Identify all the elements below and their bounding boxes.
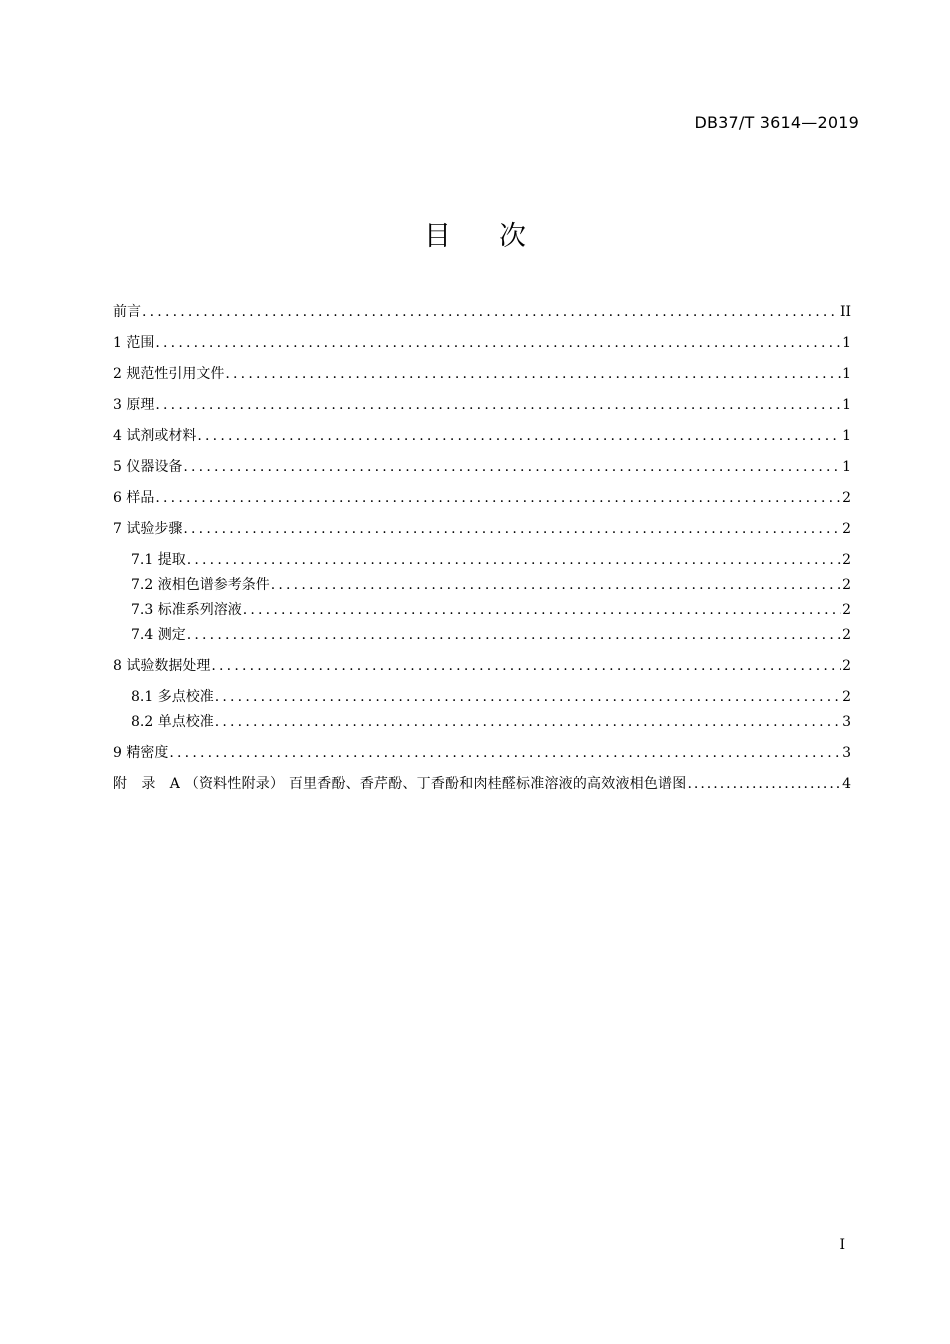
toc-entry-number: 1 xyxy=(113,335,122,351)
toc-entry-label: 试剂或材料 xyxy=(126,428,197,444)
toc-entry-2[interactable] xyxy=(113,364,851,384)
toc-entry-page: 4 xyxy=(842,776,851,792)
toc-entry-label: 原理 xyxy=(126,397,155,413)
toc-entry-7-4[interactable] xyxy=(113,625,851,645)
page-number: I xyxy=(839,1237,845,1253)
toc-entry-label: 规范性引用文件 xyxy=(126,366,225,382)
toc-leader-dots xyxy=(155,488,841,508)
toc-entry-5[interactable] xyxy=(113,457,851,477)
toc-entry-number: 7.4 xyxy=(131,627,154,643)
toc-entry-page: 3 xyxy=(842,714,851,730)
toc-leader-dots xyxy=(197,426,841,446)
toc-leader-dots xyxy=(183,519,841,539)
toc-entry-number: 9 xyxy=(113,745,122,761)
toc-leader-dots xyxy=(169,743,841,763)
toc-entry-page: 1 xyxy=(842,397,851,413)
toc-entry-page: 2 xyxy=(842,490,851,506)
toc-leader-dots xyxy=(225,364,841,384)
toc-entry-number: 8 xyxy=(113,658,122,674)
toc-entry-number: 7.1 xyxy=(131,552,154,568)
toc-leader-dots xyxy=(155,395,841,415)
toc-entry-number: 5 xyxy=(113,459,122,475)
appendix-type: （资料性附录） xyxy=(184,776,285,792)
toc-entry-number: 8.1 xyxy=(131,689,154,705)
toc-entry-preface[interactable] xyxy=(113,302,851,322)
toc-entry-label: 试验数据处理 xyxy=(126,658,211,674)
toc-leader-dots xyxy=(215,687,841,707)
toc-entry-label: 范围 xyxy=(126,335,155,351)
toc-entry-3[interactable] xyxy=(113,395,851,415)
toc-entry-9[interactable] xyxy=(113,743,851,763)
toc-entry-4[interactable] xyxy=(113,426,851,446)
toc-leader-dots xyxy=(243,600,841,620)
toc-entry-label: 精密度 xyxy=(126,745,169,761)
toc-entry-label: 试验步骤 xyxy=(126,521,183,537)
toc-entry-page: 2 xyxy=(842,658,851,674)
toc-entry-page: II xyxy=(839,304,851,320)
toc-entry-number: 7.2 xyxy=(131,577,154,593)
toc-entry-page: 1 xyxy=(842,459,851,475)
toc-entry-page: 2 xyxy=(842,552,851,568)
toc-leader-dots xyxy=(187,550,841,570)
toc-entry-page: 2 xyxy=(842,521,851,537)
toc-entry-label: 提取 xyxy=(157,552,186,568)
toc-leader-dots xyxy=(155,333,841,353)
toc-entry-label: 前言 xyxy=(113,304,141,320)
toc-entry-label: 标准系列溶液 xyxy=(157,602,242,618)
toc-leader-dots xyxy=(183,457,841,477)
toc-entry-number: 7 xyxy=(113,521,122,537)
toc-leader-dots xyxy=(142,302,839,322)
toc-entry-7-2[interactable] xyxy=(113,575,851,595)
toc-title-char-1: 目 xyxy=(424,221,451,252)
toc-entry-page: 1 xyxy=(842,428,851,444)
document-code: DB37/T 3614—2019 xyxy=(694,113,859,132)
toc-entry-page: 2 xyxy=(842,602,851,618)
toc-entry-page: 2 xyxy=(842,689,851,705)
toc-entry-page: 3 xyxy=(842,745,851,761)
toc-entry-number: 2 xyxy=(113,366,122,382)
toc-entry-1[interactable] xyxy=(113,333,851,353)
toc-entry-number: 6 xyxy=(113,490,122,506)
toc-title-char-2: 次 xyxy=(499,221,526,252)
toc-leader-dots xyxy=(187,625,841,645)
toc-entry-page: 1 xyxy=(842,366,851,382)
toc-entry-label: 仪器设备 xyxy=(126,459,183,475)
toc-leader-dots xyxy=(215,712,841,732)
toc-entry-label: 测定 xyxy=(157,627,186,643)
table-of-contents xyxy=(113,302,851,805)
toc-entry-8-2[interactable] xyxy=(113,712,851,732)
toc-entry-number: 3 xyxy=(113,397,122,413)
toc-entry-8[interactable] xyxy=(113,656,851,676)
toc-entry-label: 液相色谱参考条件 xyxy=(157,577,270,593)
toc-leader-dots xyxy=(687,774,841,794)
toc-entry-7-3[interactable] xyxy=(113,600,851,620)
toc-entry-number: 7.3 xyxy=(131,602,154,618)
toc-entry-page: 2 xyxy=(842,577,851,593)
toc-entry-label: 样品 xyxy=(126,490,155,506)
toc-entry-7[interactable] xyxy=(113,519,851,539)
toc-title xyxy=(0,214,950,253)
toc-entry-8-1[interactable] xyxy=(113,687,851,707)
toc-entry-page: 2 xyxy=(842,627,851,643)
toc-entry-6[interactable] xyxy=(113,488,851,508)
toc-entry-7-1[interactable] xyxy=(113,550,851,570)
toc-entry-label: 单点校准 xyxy=(157,714,214,730)
toc-leader-dots xyxy=(271,575,841,595)
appendix-prefix: 附 录 A xyxy=(113,776,181,792)
toc-entry-appendix-a[interactable] xyxy=(113,774,851,794)
toc-leader-dots xyxy=(211,656,841,676)
toc-entry-page: 1 xyxy=(842,335,851,351)
toc-entry-label: 百里香酚、香芹酚、丁香酚和肉桂醛标准溶液的高效液相色谱图 xyxy=(288,776,687,792)
toc-entry-label: 多点校准 xyxy=(157,689,214,705)
toc-entry-number: 4 xyxy=(113,428,122,444)
toc-entry-number: 8.2 xyxy=(131,714,154,730)
